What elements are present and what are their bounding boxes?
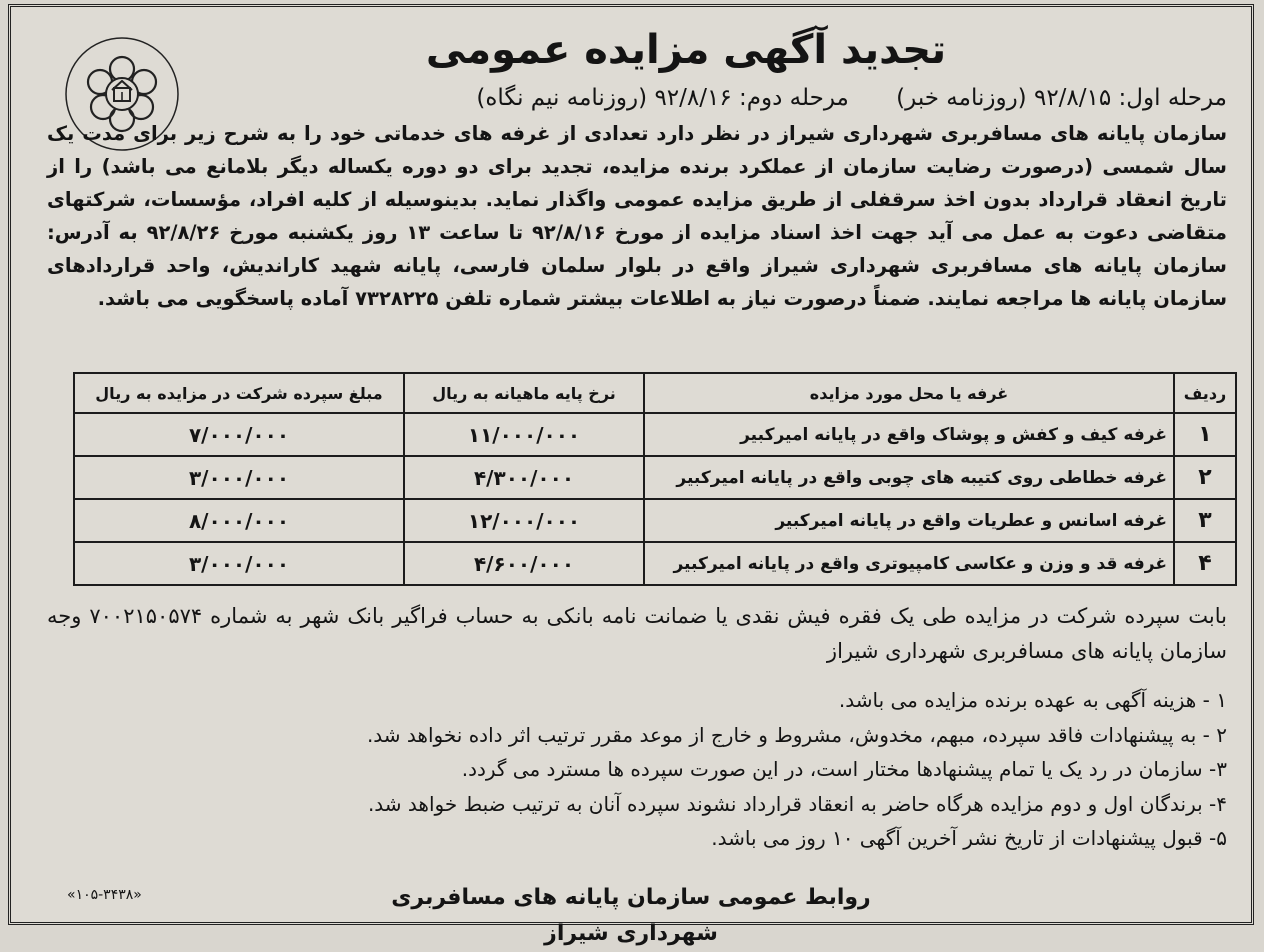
public-relations-signature: روابط عمومی سازمان پایانه های مسافربری شهرداری شیراز — [391, 885, 871, 946]
stage-second: مرحله دوم: ۹۲/۸/۱۶ (روزنامه نیم نگاه) — [476, 85, 849, 111]
row-index: ۳ — [1174, 499, 1236, 542]
intro-paragraph: سازمان پایانه های مسافربری شهرداری شیراز در نظر دارد تعدادی از غرفه های خدماتی خود را به شرح زیر برای مدت یک سال شمسی (درصورت رضایت سازمان از عملکرد برنده مزایده، تجدید برای دو دوره یکساله دیگر بلامانع می باشد) را از تاریخ انعقاد قرارداد بدون اخذ سرقفلی از طریق مزایده عمومی واگذار نماید. بدینوسیله از کلیه افراد، مؤسسات، شرکتهای متقاضی دعوت به عمل می آید جهت اخذ اسناد مزایده از مورخ ۹۲/۸/۱۶ تا ساعت ۱۳ روز یکشنبه مورخ ۹۲/۸/۲۶ به آدرس: سازمان پایانه های مسافربری شهرداری شیراز واقع در بلوار سلمان فارسی، پایانه شهید کاراندیش، واحد قراردادهای سازمان پایانه ها مراجعه نمایند. ضمناً درصورت نیاز به اطلاعات بیشتر شماره تلفن ۷۳۲۸۲۲۵ آماده پاسخگویی می باشد. — [47, 122, 1227, 310]
condition-item: ۲ - به پیشنهادات فاقد سپرده، مبهم، مخدوش، مشروط و خارج از موعد مقرر ترتیب اثر داده نخواهد شد. — [366, 722, 1227, 747]
booth-description: غرفه اسانس و عطریات واقع در پایانه امیرکبیر — [644, 499, 1174, 542]
deposit-value: ۳/۰۰۰/۰۰۰ — [74, 542, 404, 585]
notice-title: تجدید آگهی مزایده عمومی — [425, 27, 947, 73]
condition-item: ۳- سازمان در رد یک یا تمام پیشنهادها مختار است، در این صورت سپرده ها مسترد می گردد. — [461, 757, 1227, 781]
booth-description: غرفه کیف و کفش و پوشاک واقع در پایانه امیرکبیر — [644, 413, 1174, 456]
booth-description: غرفه خطاطی روی کتیبه های چوبی واقع در پایانه امیرکبیر — [644, 456, 1174, 499]
conditions-list — [47, 683, 1227, 883]
table-row — [74, 456, 1236, 499]
header-row-index: ردیف — [1174, 373, 1236, 413]
stage-first: مرحله اول: ۹۲/۸/۱۵ (روزنامه خبر) — [896, 85, 1227, 111]
base-rate-value: ۴/۳۰۰/۰۰۰ — [404, 456, 644, 499]
condition-item: ۴- برندگان اول و دوم مزایده هرگاه حاضر به انعقاد قرارداد نشوند سپرده آنان به ترتیب ضبط خواهد شد. — [367, 791, 1227, 816]
row-index: ۲ — [1174, 456, 1236, 499]
base-rate-value: ۱۲/۰۰۰/۰۰۰ — [404, 499, 644, 542]
notice-frame — [8, 4, 1254, 946]
deposit-value: ۸/۰۰۰/۰۰۰ — [74, 499, 404, 542]
booth-description: غرفه قد و وزن و عکاسی کامپیوتری واقع در پایانه امیرکبیر — [644, 542, 1174, 585]
deposit-note: بابت سپرده شرکت در مزایده طی یک فقره فیش نقدی یا ضمانت نامه بانکی به حساب فراگیر بانک شهر به شماره ۷۰۰۲۱۵۰۵۷۴ وجه سازمان پایانه های مسافربری شهرداری شیراز — [47, 604, 1227, 663]
base-rate-value: ۴/۶۰۰/۰۰۰ — [404, 542, 644, 585]
deposit-value: ۷/۰۰۰/۰۰۰ — [74, 413, 404, 456]
deposit-value: ۳/۰۰۰/۰۰۰ — [74, 456, 404, 499]
header-base-rate: نرخ پایه ماهیانه به ریال — [404, 373, 644, 413]
row-index: ۱ — [1174, 413, 1236, 456]
header-booth: غرفه یا محل مورد مزایده — [644, 373, 1174, 413]
condition-item: ۵- قبول پیشنهادات از تاریخ نشر آخرین آگهی ۱۰ روز می باشد. — [711, 826, 1227, 850]
header-deposit: مبلغ سپرده شرکت در مزایده به ریال — [74, 373, 404, 413]
table-row — [74, 542, 1236, 585]
row-index: ۴ — [1174, 542, 1236, 585]
table-row — [74, 413, 1236, 456]
publication-stages — [187, 81, 1227, 115]
notice-code: «۱۰۵-۳۴۳۸» — [67, 887, 142, 903]
condition-item: ۱ - هزینه آگهی به عهده برنده مزایده می باشد. — [838, 688, 1227, 712]
table-header-row — [74, 373, 1236, 413]
auction-items-table — [73, 372, 1237, 586]
table-row — [74, 499, 1236, 542]
base-rate-value: ۱۱/۰۰۰/۰۰۰ — [404, 413, 644, 456]
